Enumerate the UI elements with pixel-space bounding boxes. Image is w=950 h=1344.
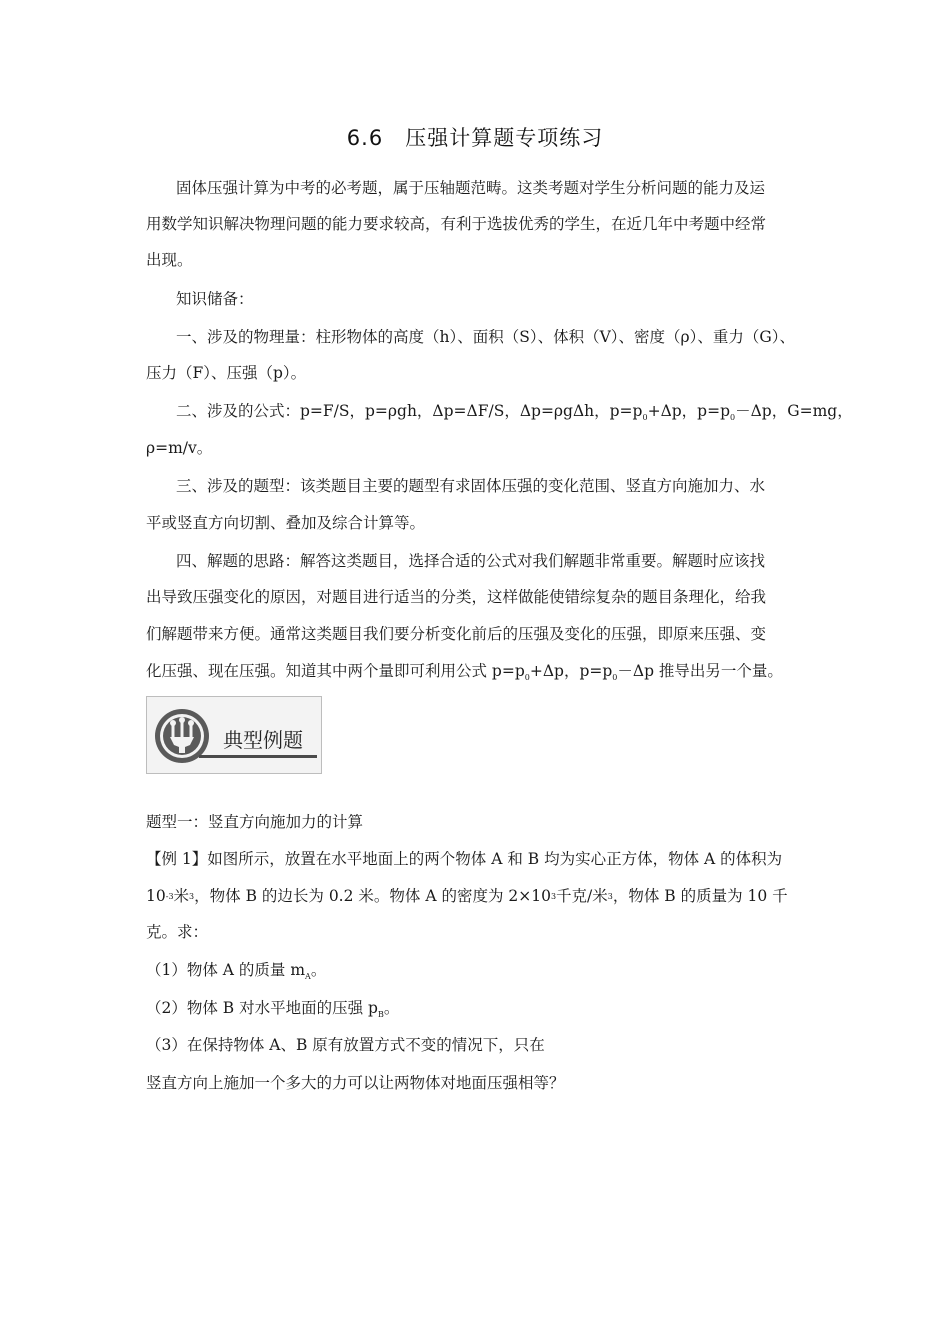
example1-text: 米 (173, 887, 190, 905)
k1-line-1: 一、涉及的物理量：柱形物体的高度（h）、面积（S）、体积（V）、密度（ρ）、重力（G）、 (176, 328, 796, 346)
knowledge-heading: 知识储备： (176, 290, 254, 308)
subscript: 0 (730, 413, 736, 422)
subscript: 0 (524, 673, 530, 682)
k4-text-a: 化压强、现在压强。知道其中两个量即可利用公式 p=p (146, 662, 525, 680)
example1-line-1: 【例 1】如图所示，放置在水平地面上的两个物体 A 和 B 均为实心正方体，物体 A 的体积为 (146, 850, 783, 868)
k4-line-1: 四、解题的思路：解答这类题目，选择合适的公式对我们解题非常重要。解题时应该找 (176, 552, 766, 570)
subscript: 0 (642, 413, 648, 422)
question-text: 。 (310, 961, 327, 979)
example1-line-2 (146, 884, 788, 906)
k2-text-a: 二、涉及的公式：p=F/S，p=ρgh，Δp=ΔF/S，Δp=ρgΔh，p=p (176, 402, 643, 420)
question-3: （3）在保持物体 A、B 原有放置方式不变的情况下，只在 (146, 1036, 545, 1054)
type1-heading: 题型一：竖直方向施加力的计算 (146, 813, 364, 831)
superscript: 3 (550, 892, 557, 901)
k1-line-2: 压力（F）、压强（p）。 (146, 364, 307, 382)
intro-text: 固体压强计算为中考的必考题，属于压轴题范畴。这类考题对学生分析问题的能力及运 (176, 179, 766, 197)
typical-examples-banner (146, 696, 322, 774)
superscript: -3 (165, 892, 174, 901)
k3-line-2: 平或竖直方向切割、叠加及综合计算等。 (146, 514, 426, 532)
k2-line-2: ρ=m/v。 (146, 439, 213, 457)
question-2 (146, 996, 399, 1019)
k4-line-2: 出导致压强变化的原因，对题目进行适当的分类，这样做能使错综复杂的题目条理化，给我 (146, 588, 767, 606)
example1-line-3: 克。求： (146, 923, 209, 941)
intro-line-1 (176, 176, 808, 198)
subscript: B (377, 1010, 384, 1019)
subscript: 0 (612, 673, 618, 682)
superscript: 3 (189, 892, 195, 901)
example1-text: ，物体 B 的质量为 10 千 (612, 887, 788, 905)
question-3-continued: 竖直方向上施加一个多大的力可以让两物体对地面压强相等？ (146, 1074, 565, 1092)
question-text: （1）物体 A 的质量 m (146, 961, 306, 979)
k4-text-b: +Δp，p=p (529, 662, 613, 680)
k2-text-c: －Δp，G=mg， (735, 402, 853, 420)
k4-text-c: －Δp 推导出另一个量。 (617, 662, 783, 680)
k2-formula-line (176, 399, 853, 422)
question-1 (146, 958, 326, 981)
k2-text-b: +Δp，p=p (647, 402, 731, 420)
k3-line-1: 三、涉及的题型：该类题目主要的题型有求固体压强的变化范围、竖直方向施加力、水 (176, 477, 766, 495)
intro-line-3: 出现。 (146, 251, 193, 269)
banner-underline (199, 755, 317, 758)
banner-label: 典型例题 (223, 728, 303, 752)
superscript: 3 (607, 892, 613, 901)
example1-text: 千克/米 (556, 887, 608, 905)
intro-line-2: 用数学知识解决物理问题的能力要求较高，有利于选拔优秀的学生，在近几年中考题中经常 (146, 215, 767, 233)
subscript: A (305, 972, 311, 981)
k4-line-4 (146, 659, 783, 682)
question-text: 。 (383, 999, 400, 1017)
question-text: （2）物体 B 对水平地面的压强 p (146, 999, 378, 1017)
example1-text: 10 (146, 887, 166, 905)
page-title: 6.6 压强计算题专项练习 (346, 126, 604, 150)
k4-line-3: 们解题带来方便。通常这类题目我们要分析变化前后的压强及变化的压强，即原来压强、变 (146, 625, 767, 643)
example1-text: ，物体 B 的边长为 0.2 米。物体 A 的密度为 2×10 (194, 887, 551, 905)
